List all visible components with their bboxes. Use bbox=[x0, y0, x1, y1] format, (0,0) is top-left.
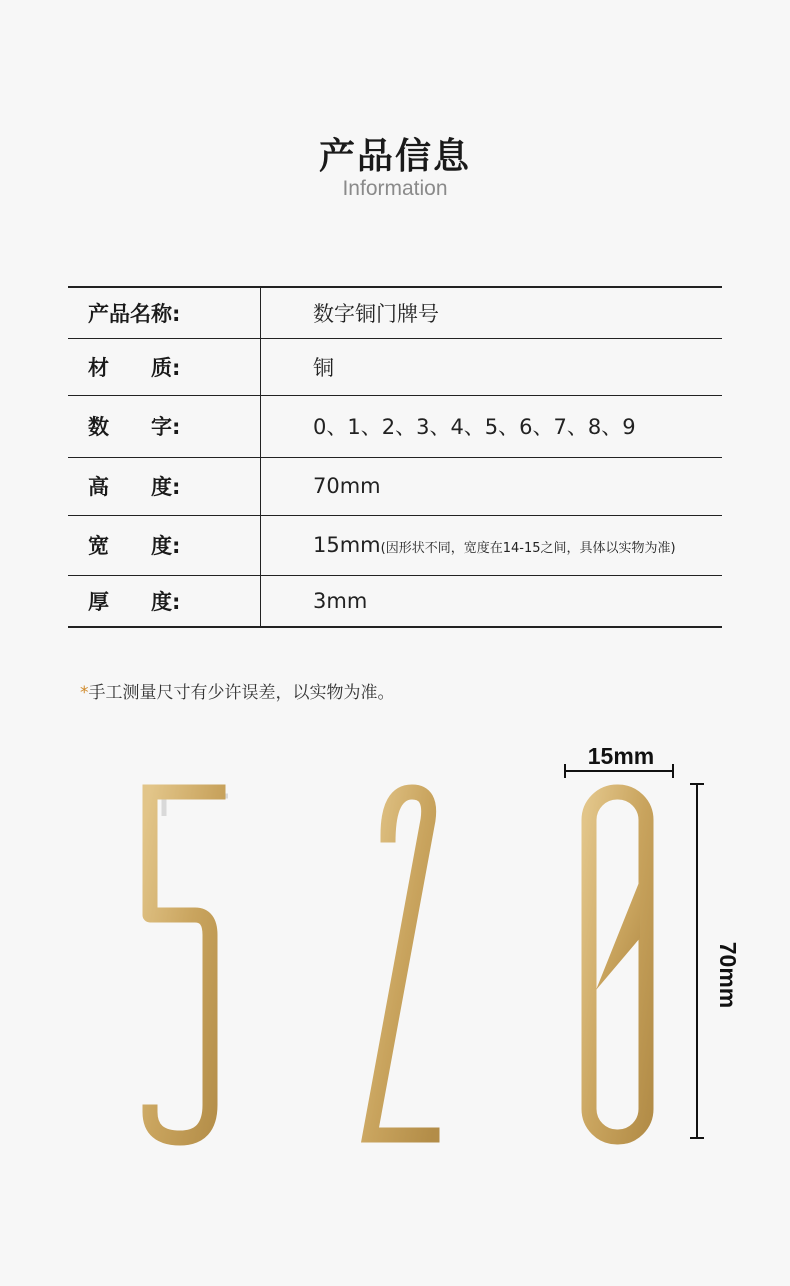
height-dimension bbox=[690, 784, 704, 1138]
product-photo bbox=[0, 720, 790, 1200]
spec-value-note: (因形状不同，宽度在14-15之间，具体以实物为准) bbox=[380, 541, 676, 556]
spec-table bbox=[68, 286, 722, 628]
table-row bbox=[68, 575, 722, 627]
spec-value-main: 15mm bbox=[313, 533, 381, 557]
table-row bbox=[68, 338, 722, 395]
table-row bbox=[68, 457, 722, 515]
spec-label: 宽 度: bbox=[68, 515, 261, 575]
spec-label: 数 字: bbox=[68, 395, 261, 457]
height-label: 70mm bbox=[715, 941, 741, 1009]
spec-value: 3mm bbox=[261, 575, 723, 627]
page-subtitle: Information bbox=[342, 177, 448, 200]
spec-value: 数字铜门牌号 bbox=[313, 301, 439, 326]
width-label: 15mm bbox=[587, 743, 655, 769]
digit-five-shape bbox=[150, 792, 228, 1138]
spec-value bbox=[261, 515, 723, 575]
spec-value: 70mm bbox=[261, 457, 723, 515]
spec-label: 材 质: bbox=[68, 338, 261, 395]
spec-label: 产品名称: bbox=[68, 287, 261, 338]
spec-value: 0、1、2、3、4、5、6、7、8、9 bbox=[261, 395, 723, 457]
table-row bbox=[68, 515, 722, 575]
table-row bbox=[68, 287, 722, 338]
spec-label: 高 度: bbox=[68, 457, 261, 515]
spec-value: 铜 bbox=[261, 338, 723, 395]
remark-star: * bbox=[80, 683, 89, 703]
measurement-remark bbox=[80, 678, 395, 703]
page-title: 产品信息 bbox=[318, 136, 471, 177]
table-row bbox=[68, 395, 722, 457]
digit-two-shape bbox=[370, 792, 432, 1135]
digit-zero-shape bbox=[589, 792, 646, 1137]
remark-text: 手工测量尺寸有少许误差，以实物为准。 bbox=[88, 683, 395, 703]
spec-label: 厚 度: bbox=[68, 575, 261, 627]
